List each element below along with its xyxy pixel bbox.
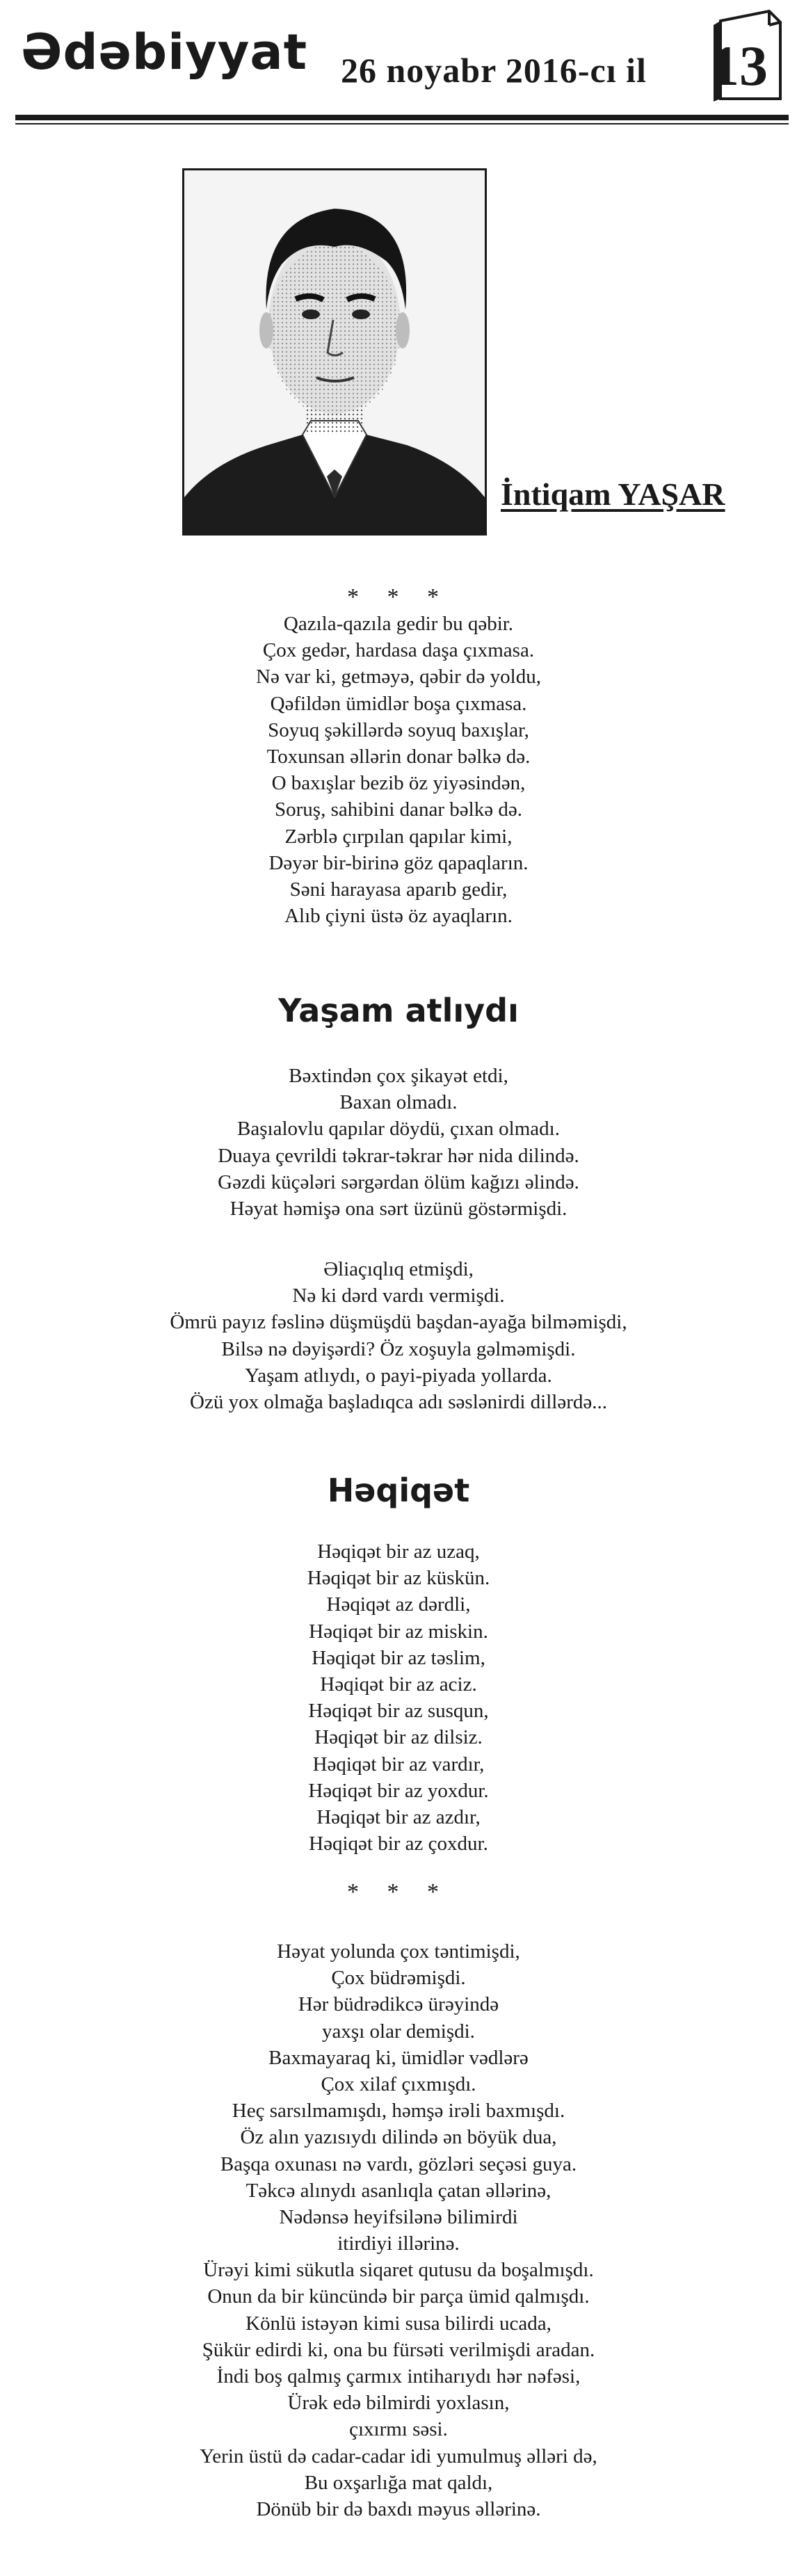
poem-line: Onun da bir küncündə bir parça ümid qalmışdı. bbox=[207, 2285, 590, 2308]
poem-line: Həyat yolunda çox təntimişdi, bbox=[277, 1940, 520, 1963]
poem-line: Həqiqət bir az vardır, bbox=[312, 1753, 485, 1776]
poem-line: İndi boş qalmış çarmıx intiharıydı hər nəfəsi, bbox=[216, 2365, 581, 2388]
poem-line: Nə var ki, getməyə, qəbir də yoldu, bbox=[256, 666, 541, 689]
poem-line: Öz alın yazısıydı dilində ən böyük dua, bbox=[240, 2126, 557, 2149]
poem-line: Gəzdi küçələri sərgərdan ölüm kağızı əlində. bbox=[218, 1170, 579, 1193]
poem-line: Başıalovlu qapılar döydü, çıxan olmadı. bbox=[237, 1118, 560, 1141]
stanza-separator: * * * bbox=[347, 584, 450, 610]
poem-line: Baxan olmadı. bbox=[339, 1091, 458, 1114]
poem-line: Çox büdrəmişdi. bbox=[331, 1967, 466, 1990]
poem-line: Yerin üstü də cadar-cadar idi yumulmuş əlləri də, bbox=[200, 2445, 597, 2468]
poem-line: Soruş, sahibini danar bəlkə də. bbox=[275, 798, 522, 821]
poem-line: Özü yox olmağa başladıqca adı səslənirdi dillərdə... bbox=[190, 1390, 607, 1413]
poem-line: Şükür edirdi ki, ona bu fürsəti verilmişdi aradan. bbox=[202, 2338, 595, 2361]
author-name: İntiqam YAŞAR bbox=[501, 476, 725, 512]
poem-line: Heç sarsılmamışdı, həmşə irəli baxmışdı. bbox=[232, 2100, 565, 2123]
issue-date: 26 noyabr 2016-cı il bbox=[341, 51, 647, 90]
poem-line: Yaşam atlıydı, o payi-piyada yollarda. bbox=[245, 1364, 552, 1387]
poem-line: Bəxtindən çox şikayət etdi, bbox=[289, 1065, 508, 1087]
poem-line: Çox gedər, hardasa daşa çıxmasa. bbox=[262, 639, 535, 662]
poem-stanza bbox=[0, 1063, 797, 1222]
poem-line: çıxırmı səsi. bbox=[349, 2418, 448, 2441]
poem-line: Dönüb bir də baxdı məyus əllərinə. bbox=[256, 2497, 541, 2520]
poem-line: Duaya çevrildi təkrar-təkrar hər nida dilində. bbox=[218, 1144, 579, 1167]
poem-line: O baxışlar bezib öz yiyəsindən, bbox=[271, 772, 526, 795]
stanza-separator: * * * bbox=[347, 1879, 450, 1905]
poem-line: Könlü istəyən kimi susa bilirdi ucada, bbox=[245, 2312, 552, 2335]
poem-line: Dəyər bir-birinə göz qapaqların. bbox=[268, 851, 529, 874]
poem-line: itirdiyi illərinə. bbox=[337, 2232, 460, 2255]
poem-line: Həqiqət bir az susqun, bbox=[308, 1700, 489, 1723]
poem-untitled-1 bbox=[0, 611, 797, 929]
poem-line: Bilsə nə dəyişərdi? Öz xoşuyla gəlməmişdi. bbox=[221, 1337, 576, 1360]
poem-line: Soyuq şəkillərdə soyuq baxışlar, bbox=[268, 718, 529, 741]
poem-line: Həqiqət bir az dilsiz. bbox=[314, 1726, 483, 1749]
author-photo bbox=[182, 168, 487, 536]
poem-line: Həqiqət bir az çoxdur. bbox=[309, 1833, 488, 1855]
poem-line: Həqiqət az dərdli, bbox=[326, 1593, 471, 1616]
poem-line: Ürəyi kimi sükutla siqaret qutusu da boşalmışdı. bbox=[203, 2259, 594, 2282]
poem-line: Həqiqət bir az uzaq, bbox=[317, 1540, 480, 1563]
poem-line: Həqiqət bir az küskün. bbox=[307, 1567, 490, 1590]
poem-line: Baxmayaraq ki, ümidlər vədlərə bbox=[268, 2046, 529, 2069]
portrait-image bbox=[184, 170, 485, 533]
poem-line: Təkcə alınydı asanlıqla çatan əllərinə, bbox=[245, 2179, 552, 2202]
poem-line: Zərblə çırpılan qapılar kimi, bbox=[284, 825, 513, 848]
poem-line: Bu oxşarlığa mat qaldı, bbox=[304, 2471, 493, 2494]
poem-line: Toxunsan əllərin donar bəlkə də. bbox=[266, 745, 531, 768]
poem-line: Ürək edə bilmirdi yoxlasın, bbox=[287, 2392, 510, 2415]
poem-line: Alıb çiyni üstə öz ayaqların. bbox=[284, 905, 513, 928]
page-header bbox=[0, 0, 797, 125]
poem-line: yaxşı olar demişdi. bbox=[322, 2020, 475, 2043]
poem-line: Çox xilaf çıxmışdı. bbox=[321, 2072, 476, 2095]
poem-line: Qazıla-qazıla gedir bu qəbir. bbox=[283, 613, 514, 635]
poem-haqiqat bbox=[0, 1538, 797, 1857]
header-rule-thin bbox=[15, 123, 789, 124]
poem-line: Hər büdrədikcə ürəyində bbox=[298, 1993, 499, 2016]
poem-title: Həqiqət bbox=[327, 1472, 470, 1509]
page-number: 13 bbox=[711, 34, 768, 97]
page-number-box bbox=[708, 7, 786, 103]
poem-line: Ömrü payız fəslinə düşmüşdü başdan-ayağa bilməmişdi, bbox=[170, 1311, 627, 1334]
poem-line: Həyat həmişə ona sərt üzünü göstərmişdi. bbox=[230, 1197, 567, 1220]
poem-line: Həqiqət bir az təslim, bbox=[312, 1646, 485, 1669]
poem-line: Həqiqət bir az aciz. bbox=[320, 1673, 477, 1696]
poem-line: Həqiqət bir az azdır, bbox=[316, 1805, 481, 1828]
poem-line: Səni harayasa aparıb gedir, bbox=[289, 878, 508, 901]
poem-stanza bbox=[0, 1256, 797, 1415]
poem-line: Qəfildən ümidlər boşa çıxmasa. bbox=[270, 692, 527, 715]
poem-line: Həqiqət bir az yoxdur. bbox=[308, 1779, 489, 1802]
poem-line: Nə ki dərd vardı vermişdi. bbox=[292, 1285, 505, 1307]
poem-line: Əliaçıqlıq etmişdi, bbox=[323, 1258, 474, 1280]
poem-line: Nədənsə heyifsilənə bilimirdi bbox=[279, 2205, 518, 2228]
section-title: Ədəbiyyat bbox=[21, 24, 308, 81]
poem-untitled-2 bbox=[0, 1938, 797, 2522]
poem-line: Həqiqət bir az miskin. bbox=[309, 1620, 488, 1643]
poem-title: Yaşam atlıydı bbox=[278, 992, 519, 1029]
header-rule bbox=[15, 115, 789, 120]
poem-line: Başqa oxunası nə vardı, gözləri seçəsi guya. bbox=[220, 2152, 577, 2175]
